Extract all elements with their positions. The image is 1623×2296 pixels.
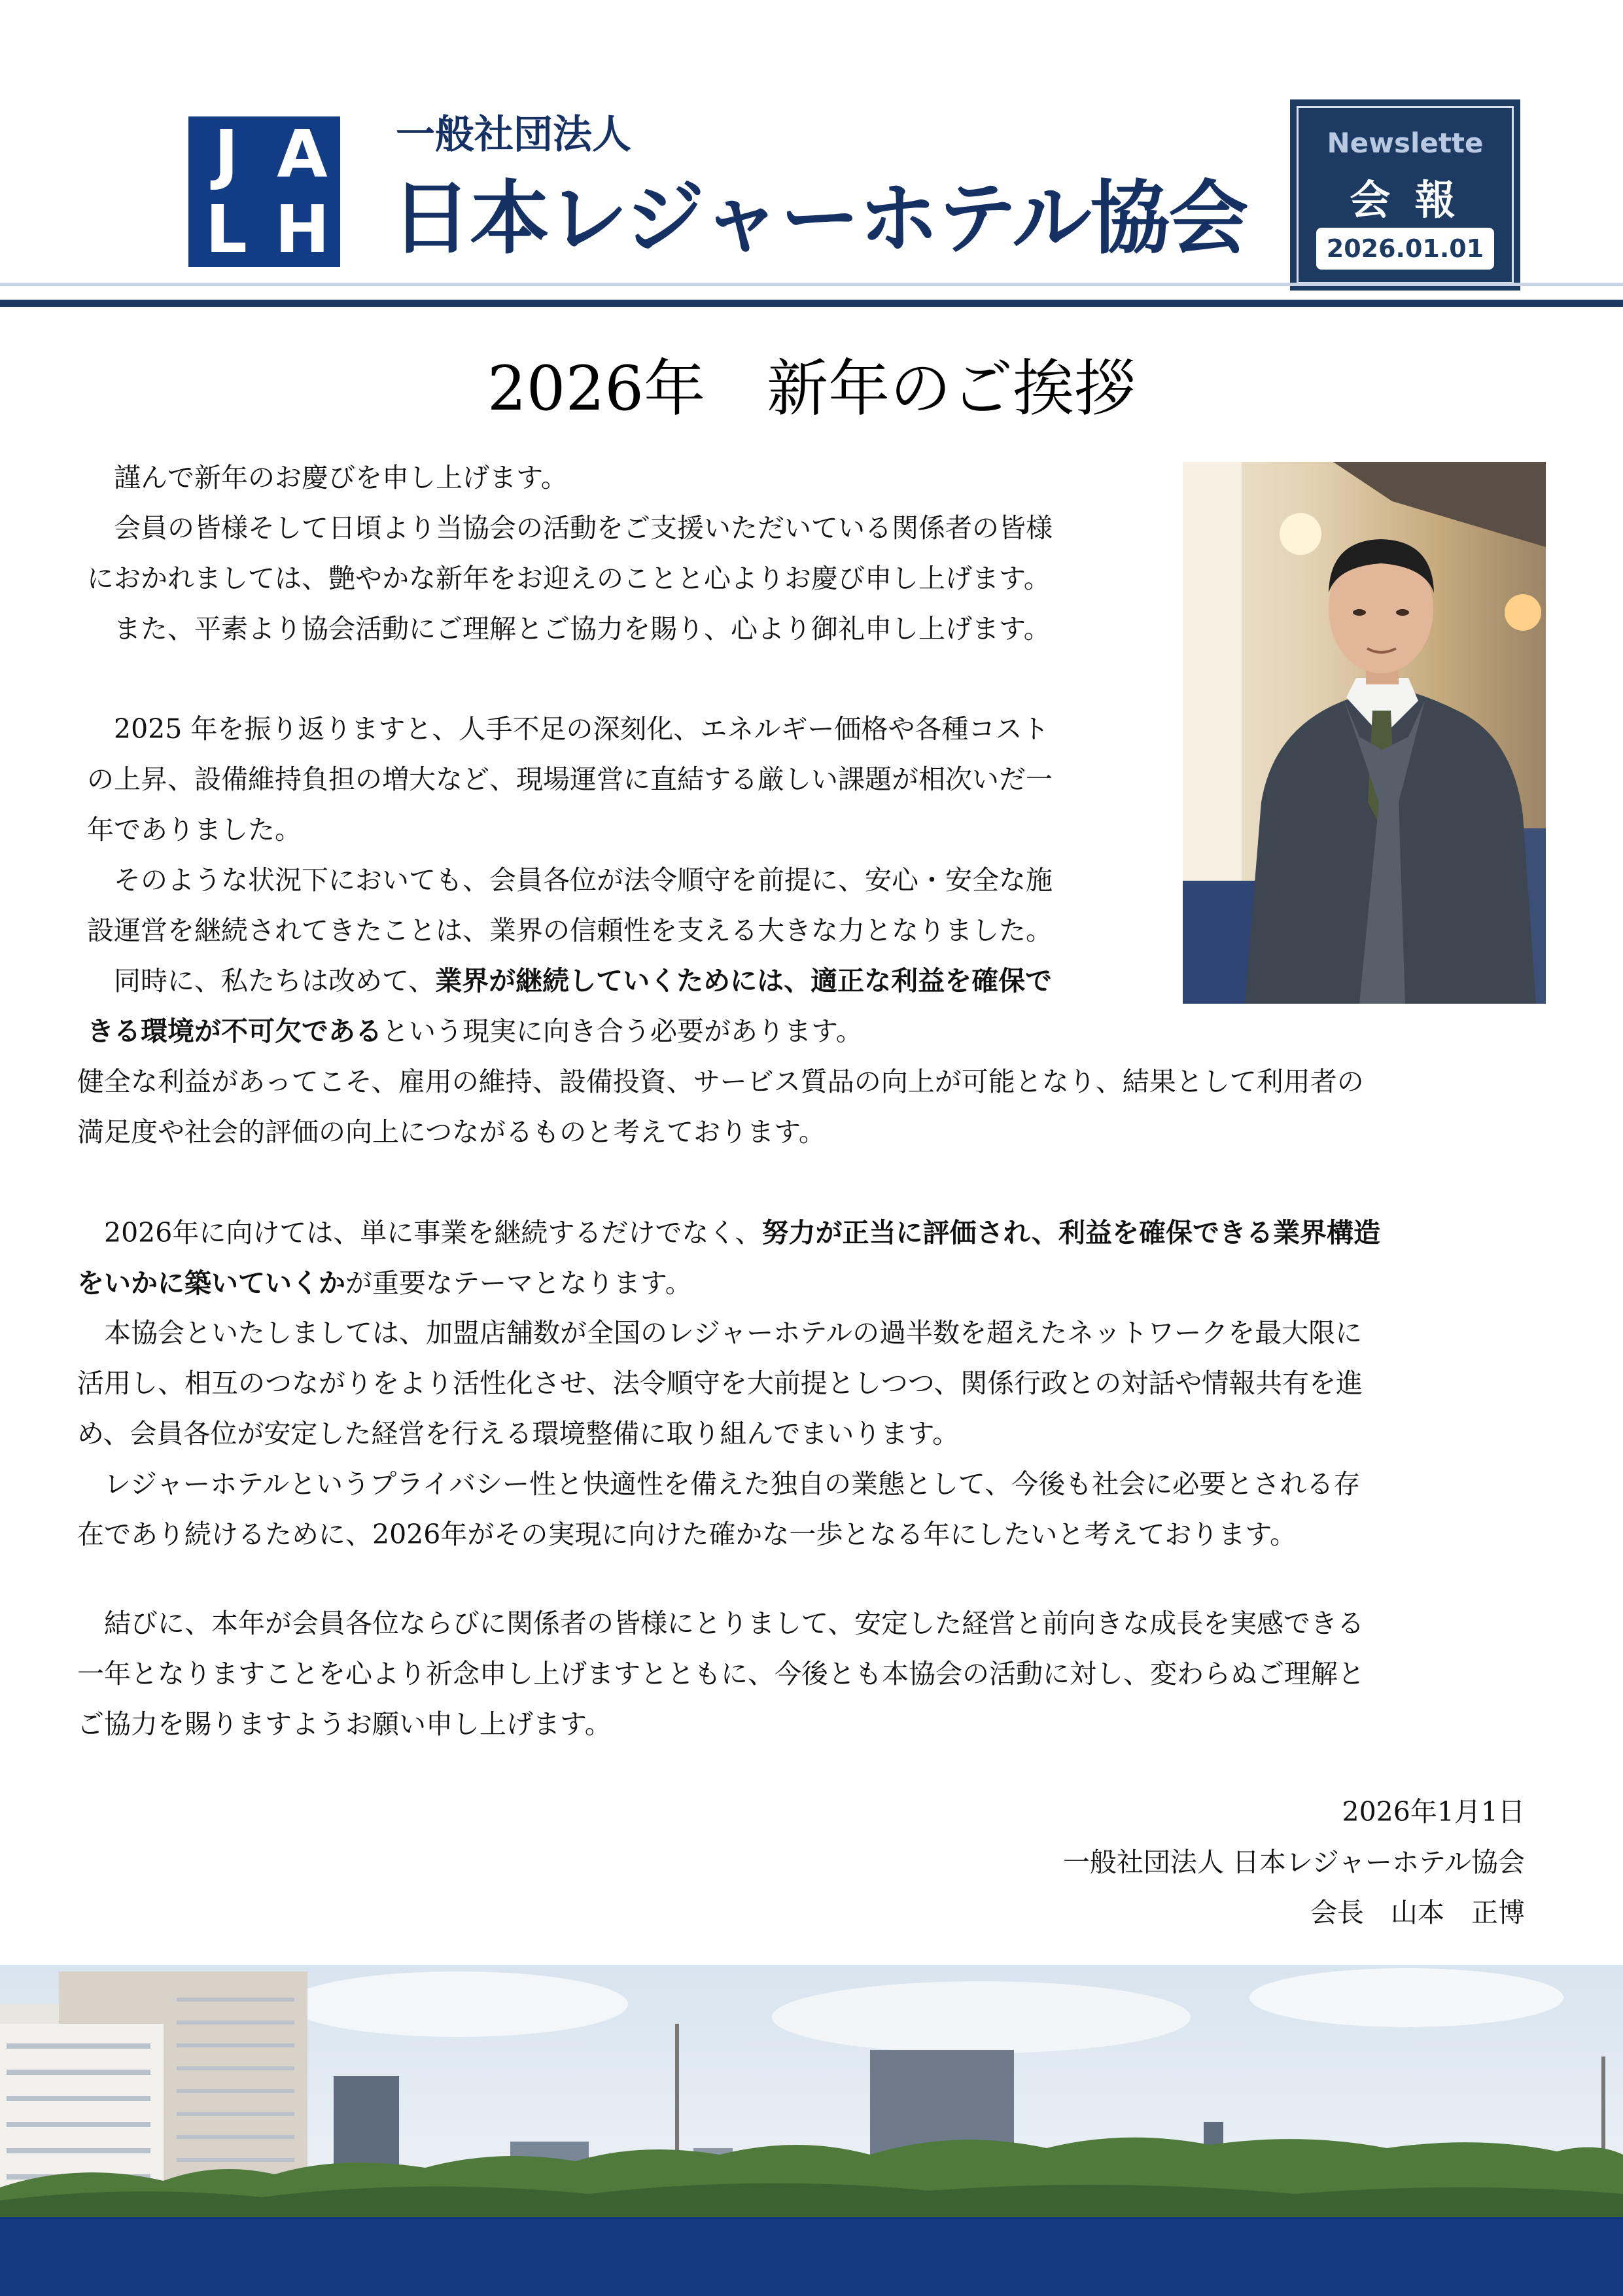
emphasis-text: きる環境が不可欠である (87, 1016, 382, 1047)
logo-letter-a: A (277, 116, 328, 192)
paragraph-line: 一年となりますことを心より祈念申し上げますとともに、今後とも本協会の活動に対し、変わらぬご理解と (77, 1658, 1365, 1689)
paragraph-line: め、会員各位が安定した経営を行える環境整備に取り組んでまいります。 (77, 1418, 960, 1449)
newsletter-label-jp: 会 報 (1350, 176, 1461, 224)
logo-letter-h: H (275, 191, 330, 268)
paragraph-line: 年でありました。 (87, 814, 302, 845)
emphasis-text: をいかに築いていくか (77, 1267, 345, 1299)
emphasis-text: 業界が継続していくためには、適正な利益を確保で (435, 965, 1053, 997)
newsletter-badge (1290, 99, 1520, 291)
paragraph-line: また、平素より協会活動にご理解とご協力を賜り、心より御礼申し上げます。 (87, 613, 1051, 645)
paragraph-line: 2025 年を振り返りますと、人手不足の深刻化、エネルギー価格や各種コスト (87, 713, 1049, 745)
paragraph-text: 2026年に向けては、単に事業を継続するだけでなく、 (77, 1217, 762, 1248)
header-divider-thick (0, 300, 1623, 307)
paragraph-text: 同時に、私たちは改めて、 (87, 965, 436, 997)
paragraph-line: レジャーホテルというプライバシー性と快適性を備えた独自の業態として、今後も社会に必要とされる存 (77, 1468, 1361, 1500)
skyline-illustration (0, 1965, 1623, 2217)
paragraph-line: ご協力を賜りますようお願い申し上げます。 (77, 1708, 612, 1740)
newsletter-label-en: Newslette (1327, 127, 1484, 159)
paragraph-business-model (77, 1459, 1360, 1560)
portrait-illustration (1183, 462, 1546, 1004)
paragraph-2025-review (87, 704, 1053, 855)
paragraph-profit-environment (87, 956, 1052, 1057)
chairman-portrait (1183, 462, 1546, 1004)
paragraph-association-plan (77, 1308, 1363, 1459)
paragraph-text: という現実に向き合う必要があります。 (382, 1016, 863, 1047)
signature-name: 会長 山本 正博 (1310, 1897, 1525, 1928)
city-skyline-photo (0, 1965, 1623, 2217)
header-divider-thin (0, 283, 1623, 286)
org-prefix: 一般社団法人 (396, 112, 631, 158)
paragraph-thanks-members (87, 503, 1053, 604)
signature-organization: 一般社団法人 日本レジャーホテル協会 (1062, 1846, 1525, 1878)
logo-letter-l: L (205, 191, 247, 268)
paragraph-greeting (87, 453, 568, 503)
paragraph-line: 結びに、本年が会員各位ならびに関係者の皆様にとりまして、安定した経営と前向きな成長を実感できる (77, 1608, 1365, 1639)
paragraph-line: 本協会といたしましては、加盟店舗数が全国のレジャーホテルの過半数を超えたネットワークを最大限に (77, 1317, 1363, 1349)
paragraph-line: 活用し、相互のつながりをより活性化させ、法令順守を大前提としつつ、関係行政との対話や情報共有を進 (77, 1368, 1363, 1399)
paragraph-closing (77, 1598, 1365, 1750)
issue-date: 2026.01.01 (1316, 228, 1494, 270)
paragraph-healthy-profit (77, 1057, 1364, 1157)
article-title: 2026年 新年のご挨拶 (487, 353, 1136, 425)
signature-date: 2026年1月1日 (1342, 1796, 1525, 1828)
paragraph-line: そのような状況下においても、会員各位が法令順守を前提に、安心・安全な施 (87, 864, 1053, 896)
footer-band (0, 2217, 1623, 2296)
signature-block (1063, 1787, 1525, 1938)
paragraph-2026-theme (77, 1208, 1380, 1309)
paragraph-compliance (87, 855, 1053, 956)
paragraph-line: 謹んで新年のお慶びを申し上げます。 (87, 462, 568, 493)
paragraph-text: が重要なテーマとなります。 (345, 1267, 692, 1299)
paragraph-line: 会員の皆様そして日頃より当協会の活動をご支援いただいている関係者の皆様 (87, 512, 1053, 544)
emphasis-text: 努力が正当に評価され、利益を確保できる業界構造 (761, 1217, 1380, 1248)
paragraph-line: 満足度や社会的評価の向上につながるものと考えております。 (77, 1116, 826, 1148)
paragraph-line: におかれましては、艶やかな新年をお迎えのことと心よりお慶び申し上げます。 (87, 563, 1051, 594)
paragraph-line: 設運営を継続されてきたことは、業界の信頼性を支える大きな力となりました。 (87, 915, 1053, 946)
org-name: 日本レジャーホテル協会 (391, 172, 1248, 265)
paragraph-line: の上昇、設備維持負担の増大など、現場運営に直結する厳しい課題が相次いだ一 (87, 764, 1053, 795)
paragraph-line: 健全な利益があってこそ、雇用の維持、設備投資、サービス質品の向上が可能となり、結果として利用者の (77, 1066, 1364, 1097)
logo-letter-j: J (214, 116, 239, 192)
paragraph-gratitude (87, 604, 1051, 654)
jalh-logo (188, 116, 340, 267)
paragraph-line: 在であり続けるために、2026年がその実現に向けた確かな一歩となる年にしたいと考えております。 (77, 1519, 1297, 1550)
